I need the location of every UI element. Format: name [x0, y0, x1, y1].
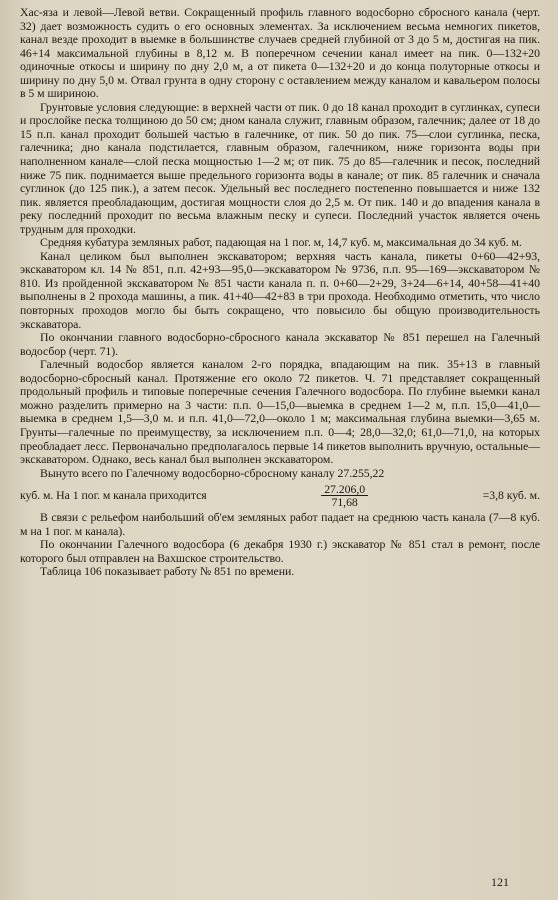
- fraction-denominator: 71,68: [331, 495, 358, 510]
- paragraph: Хас-яза и левой—Левой ветви. Сокращенный профиль главного водосборно сбросного канала (черт. 32) дает возможность судить о его основных элементах. За исключением весьма немногих пикетов, канал везде проходит в выемке в большинстве случаев средней глубиной от 3 до 5 м, достигая на пик. 46+14 максимальной глубины в 8,12 м. В поперечном сечении канал имеет на пик. 0—132+20 одиночные откосы и ширину по дну 2,0 м, а от пикета 0—132+20 и до конца полуторные откосы и ширину по дну 5,0 м. Отвал грунта в одну сторону с оставлением между каналом и кавальером полосы в 5 м шириною.: [20, 5, 540, 101]
- formula-line: [20, 480, 540, 511]
- paragraph: Вынуто всего по Галечному водосборно-сбросному каналу 27.255,22: [40, 465, 385, 480]
- paragraph: По окончании главного водосборно-сбросного канала экскаватор № 851 перешел на Галечный водосбор (черт. 71).: [20, 330, 540, 358]
- body-text: [20, 6, 540, 579]
- formula-prefix: куб. м. На 1 пог. м канала приходится: [20, 487, 207, 502]
- paragraph: Галечный водосбор является каналом 2-го порядка, впадающим на пик. 35+13 в главный водосборно-сбросный канал. Протяжение его около 72 пикетов. Ч. 71 представляет сокращенный продольный профиль и типовые поперечные сечения Галечного водосбора. По глубине выемки канал можно разделить примерно на 3 части: п.п. 0—15,0—выемка в среднем 1—2 м, п.п. 15,0—41,0—выемка в среднем 1,5—3,0 м. и п.п. 41,0—72,0—около 1 м; максимальная глубина выемки—3,65 м. Грунты—галечные по преимуществу, за исключением п.п. 0—4; 28,0—32,0; 61,0—71,0, на которых преобладает лесс. Первоначально предполагалось первые 14 пикетов выполнить вручную, остальные—экскаватором. Однако, весь канал был выполнен экскаватором.: [20, 357, 540, 467]
- paragraph: Грунтовые условия следующие: в верхней части от пик. 0 до 18 канал проходит в суглинках, супеси и прослойке песка толщиною до 50 см; дном канала служит, главным образом, галечник; далее от 18 до 15 п.п. канал проходит большей частью в галечнике, от пик. 50 до пик. 75—слои суглинка, песка, галечника; дно канала подстилается, главным образом, галечником, ниже горизонта воды при наполненном канале—слой песка мощностью 1—2 м; от пик. 75 до 85—галечник и песок, последний ниже 75 пик. поднимается выше предельного горизонта воды в канале; от пик. 85 галечник и сначала суглинок (до 125 пик.), а затем песок. Удельный вес последнего постепенно повышается и ниже 132 пик. является преобладающим, достигая мощности слоя до 2,5 м. От пик. 140 и до впадения канала в реку последний проходит по весьма влажным песку и супеси. Последний участок является очень трудным для проходки.: [20, 99, 540, 236]
- formula-suffix: =3,8 куб. м.: [482, 487, 540, 502]
- fraction-numerator: 27.206,0: [321, 483, 368, 496]
- paragraph: Средняя кубатура земляных работ, падающая на 1 пог. м, 14,7 куб. м, максимальная до 34 куб. м.: [40, 235, 522, 250]
- fraction: [321, 483, 368, 508]
- paragraph: В связи с рельефом наибольший об'ем земляных работ падает на среднюю часть канала (7—8 куб. м на 1 пог. м канала).: [20, 510, 540, 538]
- paragraph: По окончании Галечного водосбора (6 декабря 1930 г.) экскаватор № 851 стал в ремонт, после которого был отправлен на Вахшское строительство.: [20, 537, 540, 565]
- page-number: 121: [491, 875, 509, 889]
- paragraph: Канал целиком был выполнен экскаватором; верхняя часть канала, пикеты 0+60—42+93, экскаватором кл. 14 № 851, п.п. 42+93—95,0—экскаватором № 9736, п.п. 95—169—экскаватором № 810. Из пройденной экскаватором № 851 части канала п. п. 0+60—2+29, 3+24—6+14, 40+58—41+40 выполнены в 2 прохода машины, а пик. 41+40—42+83 в три прохода. Необходимо отметить, что число повторных проходов могло бы быть сокращено, что повысило бы общую производительность экскаватора.: [20, 248, 540, 331]
- paragraph: Таблица 106 показывает работу № 851 по времени.: [40, 564, 295, 579]
